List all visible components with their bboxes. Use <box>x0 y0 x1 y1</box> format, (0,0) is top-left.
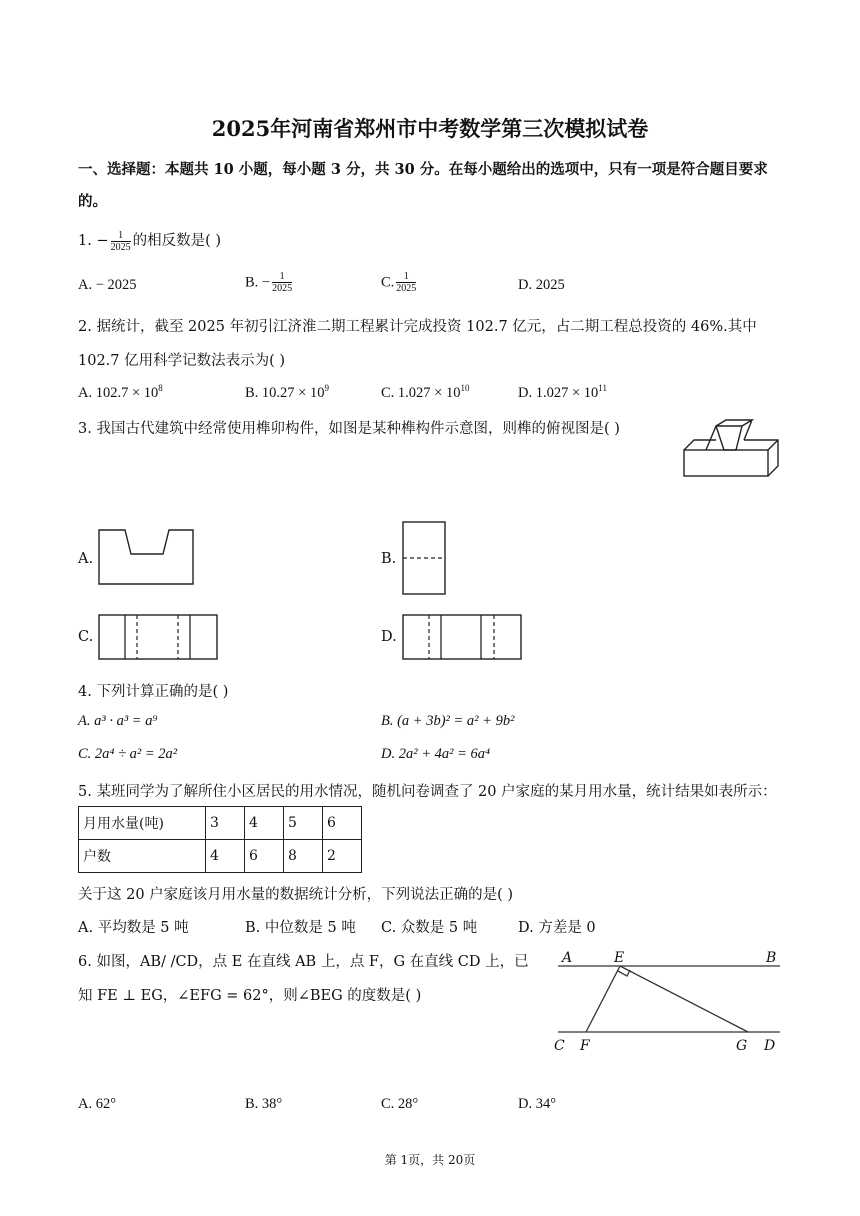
table-cell: 3 <box>206 807 245 840</box>
table-row <box>79 840 362 873</box>
table-cell: 4 <box>245 807 284 840</box>
q3-text: 3. 我国古代建筑中经常使用榫卯构件，如图是某种榫构件示意图，则榫的俯视图是( ) <box>78 421 620 437</box>
question-1 <box>78 229 221 253</box>
label-g: G <box>736 1038 748 1054</box>
q2-option-c: C. $1.027 \times 10^{10}$ <box>381 383 470 401</box>
q3-option-c-label: C. <box>78 629 94 645</box>
q5-text: 5. 某班同学为了解所住小区居民的用水情况，随机问卷调查了 20 户家庭的某月用水量，统计结果如表所示： <box>78 784 777 800</box>
table-cell: 4 <box>206 840 245 873</box>
q4-option-d: D. 2a² + 4a² = 6a⁴ <box>381 746 491 762</box>
q1-prefix: 1. − <box>78 233 109 249</box>
q1-fraction: $\frac{1}{2025}$ <box>110 229 131 253</box>
q6-option-c: C. 28° <box>381 1096 419 1112</box>
q1-option-b: B. − $\frac{1}{2025}$ <box>245 271 293 294</box>
q5-option-c: C. 众数是 5 吨 <box>381 920 478 936</box>
table-cell: 月用水量(吨) <box>79 807 206 840</box>
q6-line1: 6. 如图，AB/ /CD，点 E 在直线 AB 上，点 F，G 在直线 CD 上，已 <box>78 954 529 970</box>
section-heading-line2: 的。 <box>78 193 107 210</box>
q3-option-b-label: B. <box>381 551 397 567</box>
q3-option-d-label: D. <box>381 629 397 645</box>
label-c: C <box>554 1038 565 1054</box>
q1-option-c: C. $\frac{1}{2025}$ <box>381 271 417 294</box>
q2-option-b: B. $10.27 \times 10^9$ <box>245 383 329 401</box>
page-footer: 第 1页，共 20页 <box>384 1153 476 1167</box>
q6-option-d: D. 34° <box>518 1096 557 1112</box>
q2-option-d: D. $1.027 \times 10^{11}$ <box>518 383 607 401</box>
table-cell: 2 <box>323 840 362 873</box>
q5-option-d: D. 方差是 0 <box>518 920 596 936</box>
q1-option-d: D. 2025 <box>518 277 565 293</box>
table-cell: 6 <box>323 807 362 840</box>
q4-option-a: A. a³ · a³ = a⁹ <box>78 713 158 729</box>
q3-option-d-figure <box>401 613 525 661</box>
q3-option-c-figure <box>97 613 221 661</box>
q5-option-a: A. 平均数是 5 吨 <box>78 920 189 936</box>
q6-option-b: B. 38° <box>245 1096 283 1112</box>
page-title: 2025年河南省郑州市中考数学第三次模拟试卷 <box>211 116 649 141</box>
table-cell: 户数 <box>79 840 206 873</box>
q6-line2: 知 FE ⊥ EG，∠EFG = 62°，则∠BEG 的度数是( ) <box>78 988 422 1004</box>
q2-option-a: A. $102.7 \times 10^8$ <box>78 383 163 401</box>
q3-option-b-figure <box>401 520 447 596</box>
q1-option-a: A. − 2025 <box>78 277 137 293</box>
table-cell: 8 <box>284 840 323 873</box>
q5-after: 关于这 20 户家庭该月用水量的数据统计分析，下列说法正确的是( ) <box>78 887 514 903</box>
label-e: E <box>614 950 625 966</box>
q2-line1: 2. 据统计，截至 2025 年初引江济淮二期工程累计完成投资 102.7 亿元，占二期工程总投资的 46%.其中 <box>78 319 757 335</box>
section-heading-line1: 一、选择题：本题共 10 小题，每小题 3 分，共 30 分。在每小题给出的选项中，只有一项是符合题目要求 <box>78 161 768 178</box>
label-b: B <box>766 950 777 966</box>
table-cell: 5 <box>284 807 323 840</box>
q2-line2: 102.7 亿用科学记数法表示为( ) <box>78 353 286 369</box>
tenon-3d-figure <box>676 412 786 480</box>
label-a: A <box>562 950 573 966</box>
label-f: F <box>580 1038 590 1054</box>
q4-option-c: C. 2a⁴ ÷ a² = 2a² <box>78 746 178 762</box>
table-row <box>79 807 362 840</box>
q4-option-b: B. (a + 3b)² = a² + 9b² <box>381 713 515 729</box>
q6-option-a: A. 62° <box>78 1096 117 1112</box>
water-usage-table <box>78 806 362 873</box>
label-d: D <box>764 1038 776 1054</box>
q5-option-b: B. 中位数是 5 吨 <box>245 920 356 936</box>
q4-text: 4. 下列计算正确的是( ) <box>78 684 229 700</box>
q6-geometry-figure <box>552 946 784 1058</box>
q1-suffix: 的相反数是( ) <box>132 233 222 249</box>
q3-option-a-figure <box>97 528 197 586</box>
q3-option-a-label: A. <box>78 551 94 567</box>
table-cell: 6 <box>245 840 284 873</box>
